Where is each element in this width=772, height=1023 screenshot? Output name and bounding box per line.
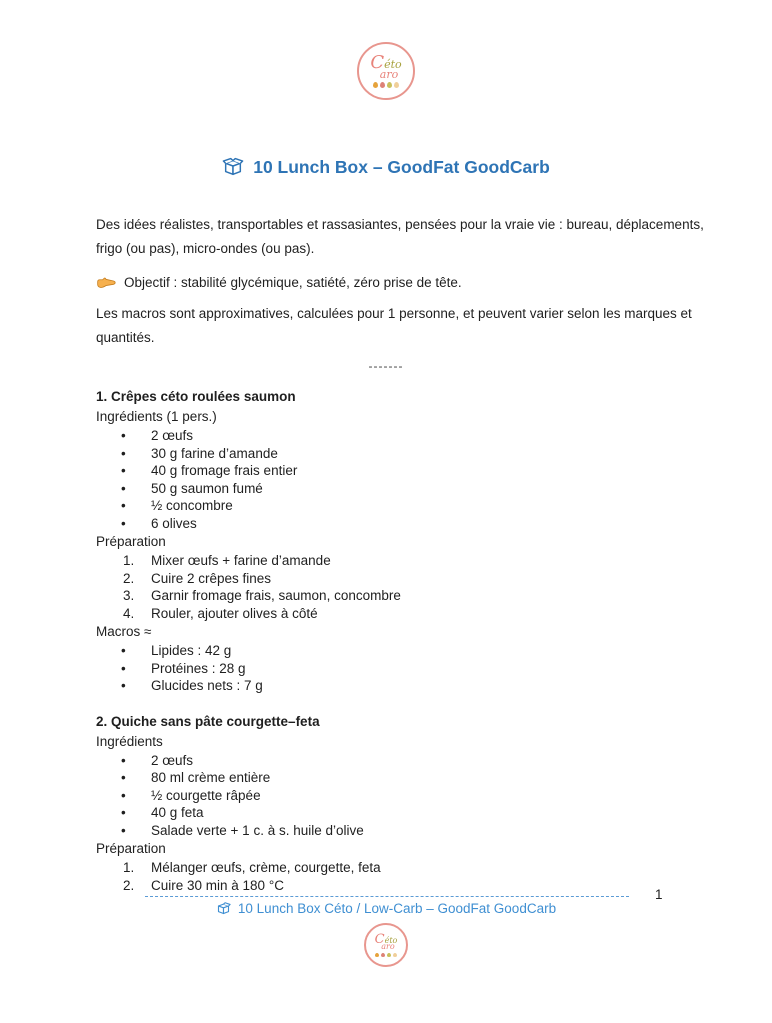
list-item: Mélanger œufs, crème, courgette, feta: [151, 860, 381, 875]
brand-logo-small: Céto aro: [364, 923, 408, 967]
recipe-1-ingredients-label: Ingrédients (1 pers.): [96, 409, 217, 424]
recipe-1-steps-list: [96, 552, 676, 622]
list-item: Garnir fromage frais, saumon, concombre: [151, 588, 401, 603]
list-item: Rouler, ajouter olives à côté: [151, 605, 318, 621]
recipe-1-ingredients-list: [96, 427, 676, 532]
recipe-1-title: 1. Crêpes céto roulées saumon: [96, 389, 296, 404]
list-item: • 30 g farine d’amande: [96, 445, 676, 463]
objective-text: Objectif : stabilité glycémique, satiété, zéro prise de tête.: [124, 275, 462, 290]
recipe-2-preparation-label: Préparation: [96, 841, 166, 856]
footer-caption: [0, 901, 772, 916]
list-item: • Lipides : 42 g: [96, 642, 676, 660]
recipe-2-ingredients-list: [96, 752, 676, 840]
list-item: • 6 olives: [96, 515, 676, 533]
recipe-2-ingredients-label: Ingrédients: [96, 733, 163, 749]
list-item: • 40 g fromage frais entier: [96, 462, 676, 480]
brand-logo-text: Céto aro: [370, 52, 402, 81]
macros-note: Les macros sont approximatives, calculées pour 1 personne, et peuvent varier selon les marques et quantités.: [96, 306, 692, 345]
list-item: • 50 g saumon fumé: [96, 480, 676, 498]
page-title: [96, 154, 676, 180]
list-item: Cuire 30 min à 180 °C: [151, 877, 284, 893]
recipe-2-title: 2. Quiche sans pâte courgette–feta: [96, 713, 320, 729]
list-item: • Glucides nets : 7 g: [96, 677, 676, 695]
logo-food-icons: [375, 953, 397, 957]
list-item: Cuire 2 crêpes fines: [151, 570, 272, 586]
recipe-1-preparation-label: Préparation: [96, 534, 166, 549]
list-item: • 80 ml crème entière: [96, 769, 676, 787]
list-item: Mixer œufs + farine d’amande: [151, 553, 331, 568]
page-title-text: 10 Lunch Box – GoodFat GoodCarb: [253, 157, 550, 177]
intro-paragraph: Des idées réalistes, transportables et rassasiantes, pensées pour la vraie vie : bureau, déplacements, frigo (ou pas), micro-ondes (ou pas).: [96, 217, 704, 256]
list-item: • ½ concombre: [96, 497, 676, 515]
package-icon: [216, 901, 231, 916]
list-item: • ½ courgette râpée: [96, 787, 676, 805]
recipe-1-macros-list: [96, 642, 676, 695]
logo-food-icons: [373, 82, 399, 88]
recipe-1-macros-label: Macros ≈: [96, 624, 152, 639]
list-item: • 2 œufs: [96, 427, 676, 445]
footer-divider: [145, 896, 629, 897]
list-item: • Protéines : 28 g: [96, 660, 676, 678]
recipe-2-steps-list: [96, 859, 676, 894]
list-item: • 2 œufs: [96, 752, 676, 770]
footer-caption-text: 10 Lunch Box Céto / Low-Carb – GoodFat GoodCarb: [237, 901, 557, 916]
list-item: • 40 g feta: [96, 804, 676, 822]
page-number: 1: [655, 887, 663, 902]
package-icon: [222, 156, 244, 178]
pointing-hand-icon: [96, 276, 116, 291]
objective-line: [96, 273, 676, 293]
brand-logo: [357, 42, 415, 100]
list-item: • Salade verte + 1 c. à s. huile d’olive: [96, 822, 676, 840]
section-separator: -------: [368, 359, 404, 373]
